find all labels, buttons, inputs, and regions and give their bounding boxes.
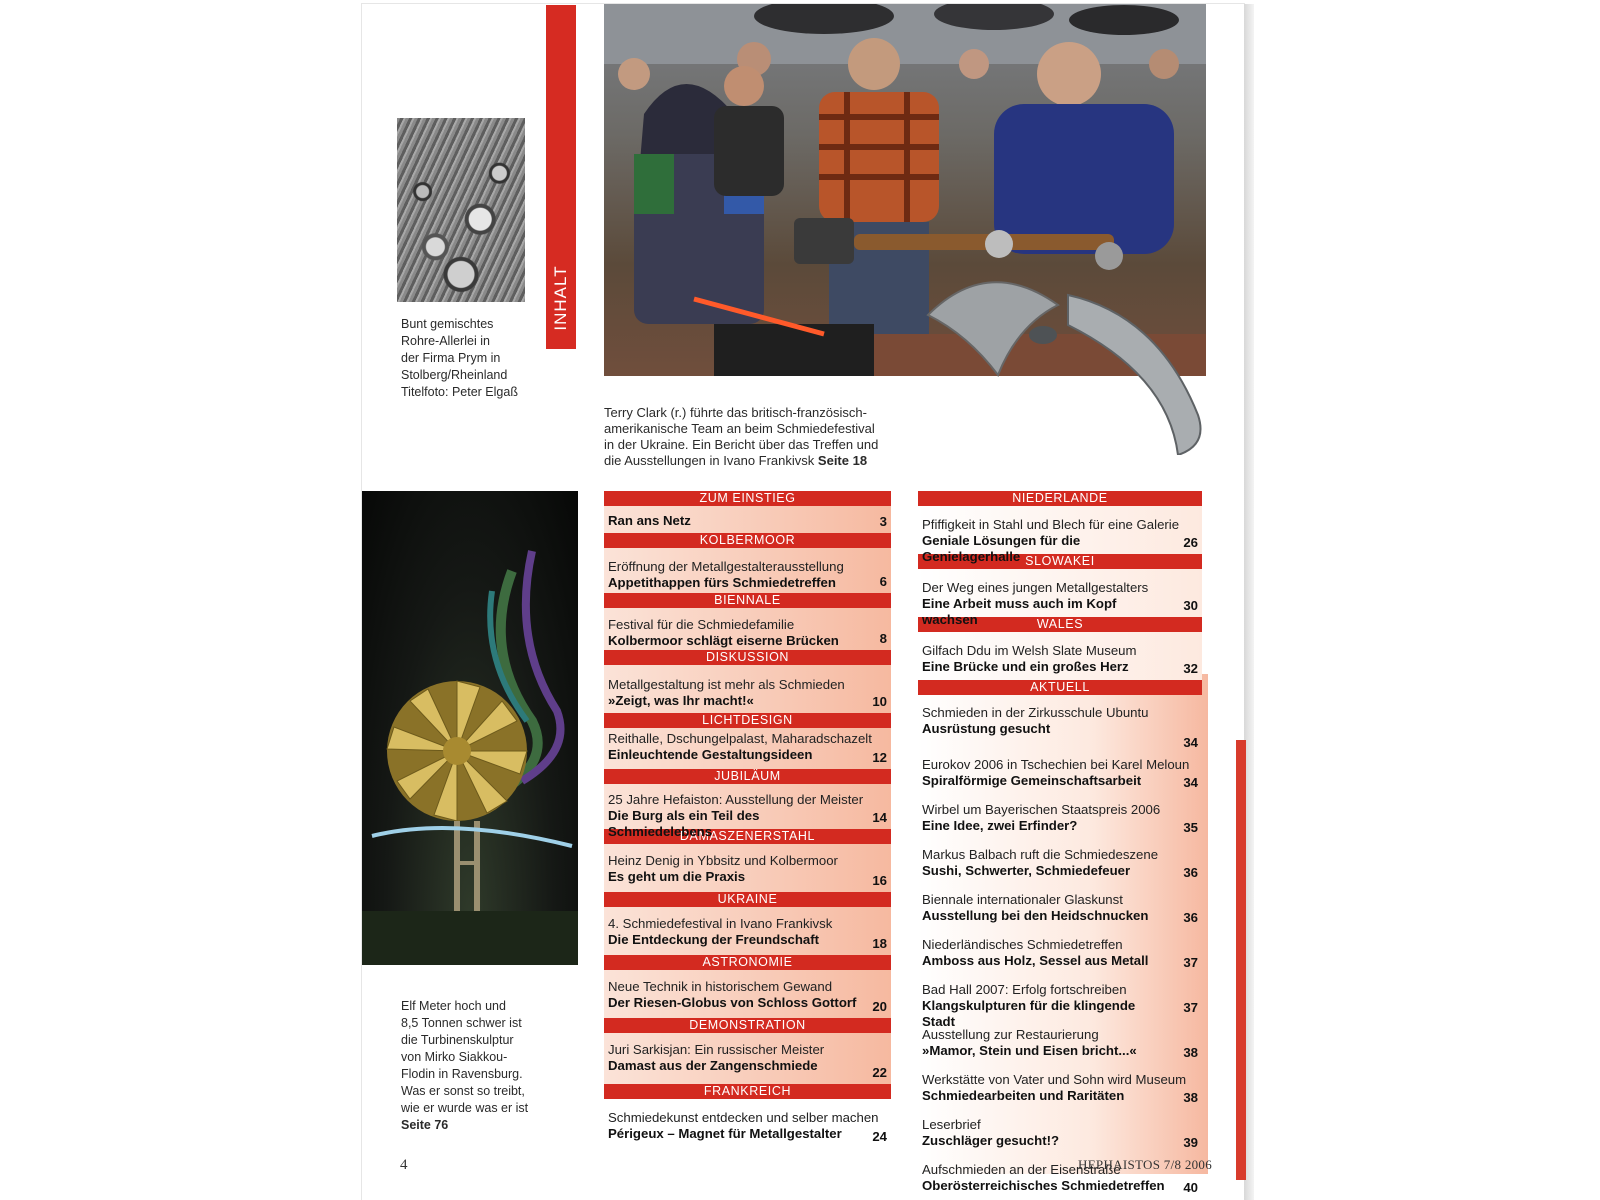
toc-entry-subtitle: Aufschmieden an der Eisenstraße [922, 1162, 1121, 1177]
toc-entry-title: »Zeigt, was Ihr macht!« [608, 693, 754, 708]
toc-entry-page: 8 [879, 631, 887, 646]
toc-entry-title: Damast aus der Zangenschmiede [608, 1058, 818, 1073]
caption-line: 8,5 Tonnen schwer ist [401, 1016, 522, 1030]
toc-entry-subtitle: Wirbel um Bayerischen Staatspreis 2006 [922, 802, 1161, 817]
toc-entry-subtitle: Werkstätte von Vater und Sohn wird Museum [922, 1072, 1187, 1087]
toc-section-header: KOLBERMOOR [604, 533, 891, 548]
toc-entry-title: Ausrüstung gesucht [922, 721, 1051, 736]
toc-entry-page: 32 [1183, 661, 1198, 676]
toc-entry-page: 40 [1183, 1180, 1198, 1195]
toc-entry-title: Es geht um die Praxis [608, 869, 746, 884]
toc-entry[interactable] [604, 1099, 891, 1148]
toc-entry-subtitle: Pfiffigkeit in Stahl und Blech für eine Galerie [922, 517, 1180, 532]
toc-entry-subtitle: Eröffnung der Metallgestalterausstellung [608, 559, 844, 574]
caption-line: Elf Meter hoch und [401, 999, 506, 1013]
caption-line: Was er sonst so treibt, [401, 1084, 525, 1098]
toc-entry-title: Einleuchtende Gestaltungsideen [608, 747, 813, 762]
toc-entry-title: Eine Idee, zwei Erfinder? [922, 818, 1078, 833]
inhalt-label [546, 248, 576, 348]
toc-entry-page: 38 [1183, 1090, 1198, 1105]
toc-entry-subtitle: Biennale internationaler Glaskunst [922, 892, 1123, 907]
toc-section-header: ASTRONOMIE [604, 955, 891, 970]
toc-entry-subtitle: Reithalle, Dschungelpalast, Maharadschazelt [608, 731, 872, 746]
toc-entry-title: Eine Arbeit muss auch im Kopf wachsen [922, 596, 1117, 627]
toc-entry[interactable] [918, 754, 1202, 794]
toc-entry-page: 26 [1183, 535, 1198, 550]
toc-entry-subtitle: Juri Sarkisjan: Ein russischer Meister [608, 1042, 825, 1057]
toc-section-header: AKTUELL [918, 680, 1202, 695]
toc-entry[interactable] [604, 970, 891, 1018]
toc-section-header: LICHTDESIGN [604, 713, 891, 728]
toc-entry-page: 20 [872, 999, 887, 1014]
toc-entry-page: 3 [879, 514, 887, 529]
main-photo-caption [604, 405, 904, 469]
toc-entry[interactable] [918, 1024, 1202, 1064]
toc-entry-title: Zuschläger gesucht!? [922, 1133, 1060, 1148]
toc-section-header: BIENNALE [604, 593, 891, 608]
toc-entry-title: Eine Brücke und ein großes Herz [922, 659, 1129, 674]
toc-entry-subtitle: Metallgestaltung ist mehr als Schmieden [608, 677, 845, 692]
caption-page-ref: Seite 76 [401, 1118, 449, 1132]
toc-entry-title: Appetithappen fürs Schmiedetreffen [608, 575, 836, 590]
toc-section-header: DEMONSTRATION [604, 1018, 891, 1033]
toc-entry[interactable] [604, 665, 891, 713]
toc-entry-subtitle: Der Weg eines jungen Metallgestalters [922, 580, 1149, 595]
toc-section-header: UKRAINE [604, 892, 891, 907]
toc-entry[interactable] [918, 934, 1202, 974]
toc-entry-subtitle: Bad Hall 2007: Erfolg fortschreiben [922, 982, 1127, 997]
toc-entry[interactable] [918, 695, 1202, 754]
toc-entry-title: Oberösterreichisches Schmiedetreffen [922, 1178, 1165, 1193]
caption-line: der Firma Prym in [401, 351, 501, 365]
toc-entry-title: Amboss aus Holz, Sessel aus Metall [922, 953, 1149, 968]
toc-entry[interactable] [604, 728, 891, 769]
toc-section-header: ZUM EINSTIEG [604, 491, 891, 506]
caption-line [604, 453, 904, 469]
toc-entry-page: 37 [1183, 1000, 1198, 1015]
toc-entry-title: Ran ans Netz [608, 513, 691, 528]
caption-line: von Mirko Siakkou- [401, 1050, 508, 1064]
turbine-illustration [362, 491, 578, 965]
toc-entry-subtitle: 25 Jahre Hefaiston: Ausstellung der Meister [608, 792, 864, 807]
caption-line: Stolberg/Rheinland [401, 368, 508, 382]
page-number: 4 [400, 1157, 408, 1173]
toc-entry-subtitle: Schmieden in der Zirkusschule Ubuntu [922, 705, 1149, 720]
toc-entry-title: Ausstellung bei den Heidschnucken [922, 908, 1149, 923]
toc-entry-title: Sushi, Schwerter, Schmiedefeuer [922, 863, 1131, 878]
toc-section-header: DISKUSSION [604, 650, 891, 665]
toc-entry-page: 35 [1183, 820, 1198, 835]
toc-entry-page: 36 [1183, 910, 1198, 925]
toc-entry-title: Kolbermoor schlägt eiserne Brücken [608, 633, 839, 648]
toc-section-header: FRANKREICH [604, 1084, 891, 1099]
toc-entry-subtitle: Niederländisches Schmiedetreffen [922, 937, 1123, 952]
toc-entry[interactable] [604, 844, 891, 892]
toc-entry[interactable] [918, 889, 1202, 929]
toc-entry-subtitle: Heinz Denig in Ybbsitz und Kolbermoor [608, 853, 838, 868]
toc-entry-subtitle: Ausstellung zur Restaurierung [922, 1027, 1099, 1042]
magazine-footer: HEPHAISTOS 7/8 2006 [1078, 1157, 1213, 1172]
toc-entry-page: 37 [1183, 955, 1198, 970]
caption-line: Bunt gemischtes [401, 317, 494, 331]
caption-line: in der Ukraine. Ein Bericht über das Treffen und [604, 437, 879, 452]
toc-entry-subtitle: 4. Schmiedefestival in Ivano Frankivsk [608, 916, 833, 931]
toc-entry-subtitle: Gilfach Ddu im Welsh Slate Museum [922, 643, 1137, 658]
toc-entry-title: Die Burg als ein Teil des Schmiedelebens [608, 808, 760, 839]
toc-entry-page: 36 [1183, 865, 1198, 880]
toc-entry-title: Schmiedearbeiten und Raritäten [922, 1088, 1125, 1103]
toc-entry[interactable] [604, 608, 891, 650]
caption-line: wie er wurde was er ist [401, 1101, 529, 1115]
turbine-sculpture-photo [362, 491, 578, 965]
toc-entry-title: Périgeux – Magnet für Metallgestalter [608, 1126, 842, 1141]
toc-entry-subtitle: Neue Technik in historischem Gewand [608, 979, 833, 994]
toc-entry-page: 39 [1183, 1135, 1198, 1150]
toc-right-column [918, 491, 1202, 1199]
toc-entry-page: 30 [1183, 598, 1198, 613]
toc-entry-title: Spiralförmige Gemeinschaftsarbeit [922, 773, 1142, 788]
red-margin-strip [1236, 740, 1246, 1180]
toc-entry-page: 18 [872, 936, 887, 951]
caption-line: Rohre-Allerlei in [401, 334, 490, 348]
toc-entry-page: 12 [872, 750, 887, 765]
toc-entry[interactable] [918, 799, 1202, 839]
toc-left-column [604, 491, 891, 1148]
toc-entry-page: 34 [1183, 735, 1198, 750]
toc-entry-page: 10 [872, 694, 887, 709]
caption-line: Flodin in Ravensburg. [401, 1067, 523, 1081]
toc-entry-subtitle: Markus Balbach ruft die Schmiedeszene [922, 847, 1159, 862]
caption-text: die Ausstellungen in Ivano Frankivsk [604, 453, 815, 468]
caption-line: amerikanische Team an beim Schmiedefestival [604, 421, 875, 436]
toc-entry-page: 38 [1183, 1045, 1198, 1060]
toc-entry-subtitle: Festival für die Schmiedefamilie [608, 617, 795, 632]
toc-entry-page: 14 [872, 810, 887, 825]
pipes-photo [397, 118, 525, 302]
caption-line: die Turbinenskulptur [401, 1033, 514, 1047]
inhalt-text: INHALT [551, 265, 570, 331]
caption-page-ref: Seite 18 [817, 453, 868, 468]
turbine-caption [401, 998, 561, 1134]
toc-entry[interactable] [918, 979, 1202, 1029]
toc-entry-page: 16 [872, 873, 887, 888]
toc-entry-title: Klangskulpturen für die klingende Stadt [922, 998, 1136, 1029]
toc-section-header: JUBILÄUM [604, 769, 891, 784]
toc-section-header: NIEDERLANDE [918, 491, 1202, 506]
toc-entry[interactable] [604, 907, 891, 955]
toc-entry[interactable] [918, 1069, 1202, 1109]
toc-entry[interactable] [604, 548, 891, 593]
toc-entry-title: Geniale Lösungen für die Genielagerhalle [922, 533, 1081, 564]
toc-section-header: DAMASZENERSTAHL [604, 829, 891, 844]
toc-entry-subtitle: Schmiedekunst entdecken und selber machen [608, 1110, 879, 1125]
toc-entry-page: 22 [872, 1065, 887, 1080]
toc-entry-page: 34 [1183, 775, 1198, 790]
toc-entry-title: Der Riesen-Globus von Schloss Gottorf [608, 995, 857, 1010]
toc-section-header: WALES [918, 617, 1202, 632]
toc-section-header: SLOWAKEI [918, 554, 1202, 569]
toc-entry[interactable] [918, 632, 1202, 680]
caption-line: Terry Clark (r.) führte das britisch-französisch- [604, 405, 867, 420]
toc-entry[interactable] [918, 844, 1202, 884]
pipes-caption [401, 316, 551, 401]
toc-entry[interactable] [604, 506, 891, 533]
metal-sculpture-cutout [918, 255, 1218, 455]
toc-entry-subtitle: Leserbrief [922, 1117, 981, 1132]
toc-entry[interactable] [918, 1114, 1202, 1154]
toc-entry-page: 6 [879, 574, 887, 589]
toc-entry-title: Die Entdeckung der Freundschaft [608, 932, 820, 947]
toc-entry-subtitle: Eurokov 2006 in Tschechien bei Karel Meloun [922, 757, 1190, 772]
toc-entry[interactable] [604, 1033, 891, 1084]
toc-entry-title: »Mamor, Stein und Eisen bricht...« [922, 1043, 1137, 1058]
caption-line: Titelfoto: Peter Elgaß [401, 385, 518, 399]
toc-entry-page: 24 [872, 1129, 887, 1144]
